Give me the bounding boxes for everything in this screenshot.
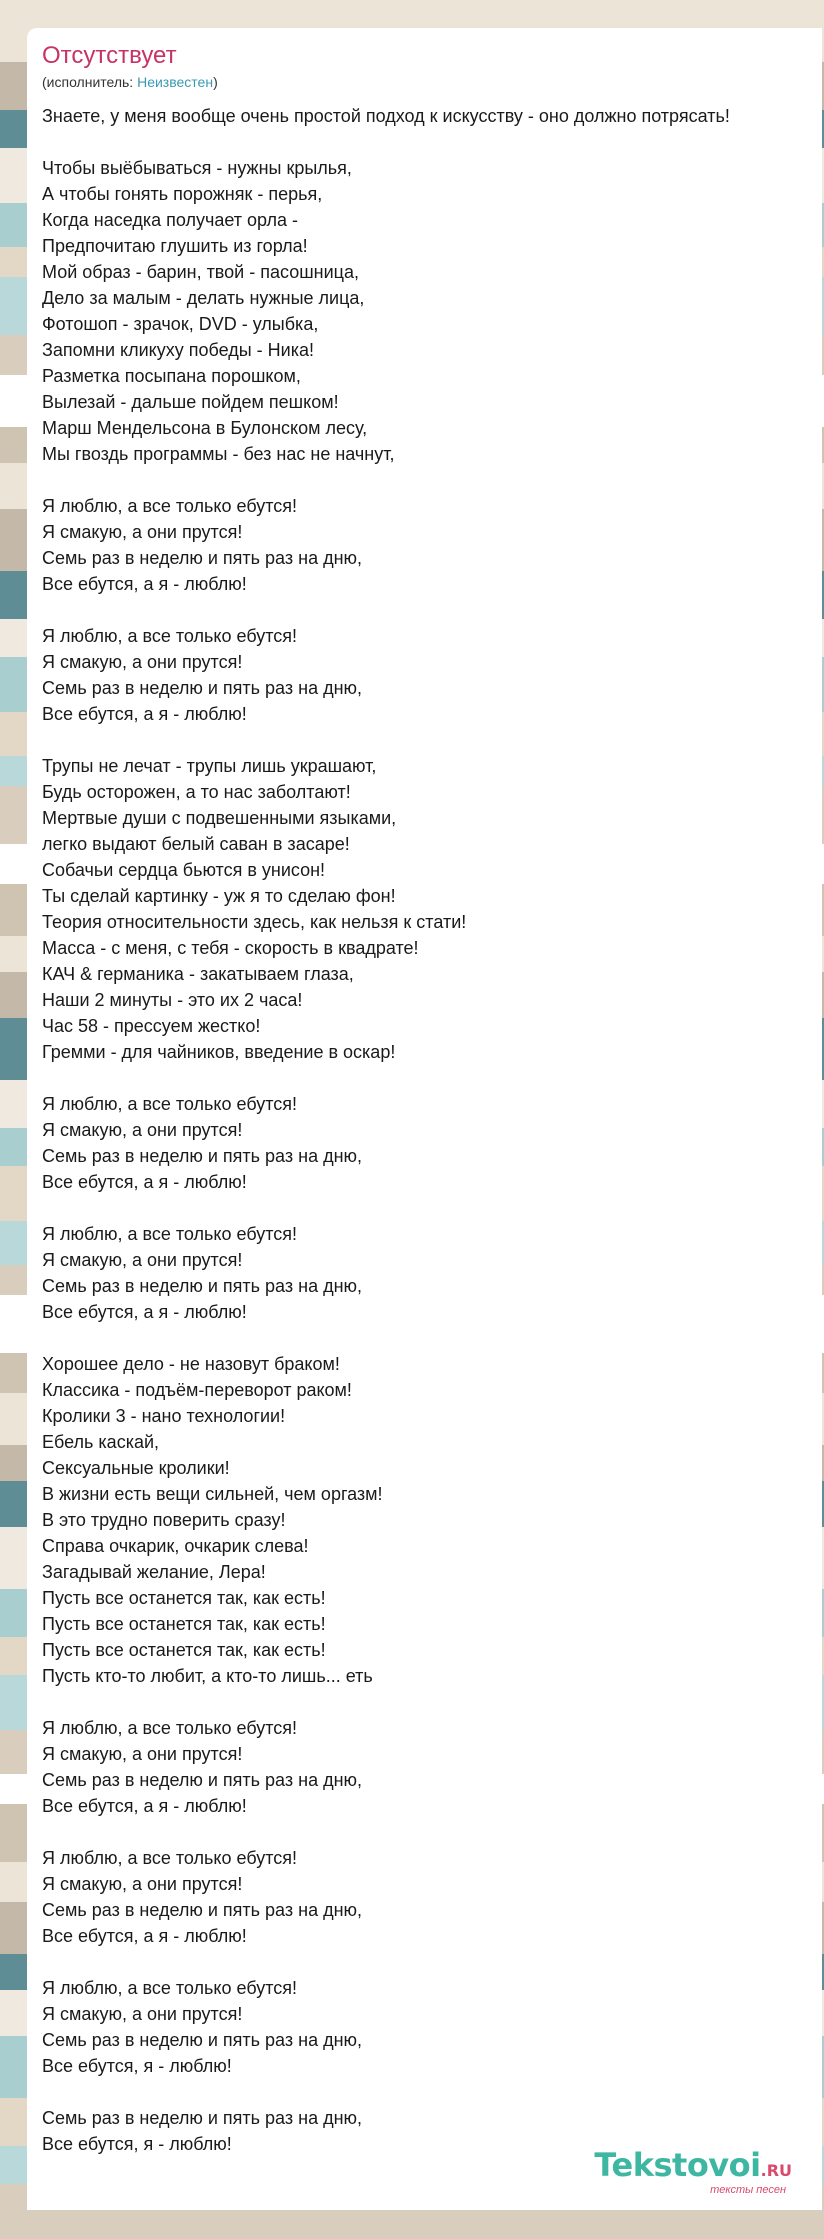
lyrics-body xyxy=(42,103,822,2157)
lyric-line: Все ебутся, я - люблю! xyxy=(42,2056,232,2076)
stanza-break xyxy=(42,1819,822,1845)
stanza-break xyxy=(42,129,822,155)
lyric-line: Знаете, у меня вообще очень простой подход к искусству - оно должно потрясать! xyxy=(42,106,730,126)
lyric-line: Хорошее дело - не назовут браком! xyxy=(42,1354,340,1374)
lyric-line: Я смакую, а они прутся! xyxy=(42,2004,243,2024)
logo-tld: .RU xyxy=(760,2161,792,2180)
lyric-line: Семь раз в неделю и пять раз на дню, xyxy=(42,1146,363,1166)
stanza-break xyxy=(42,2079,822,2105)
stanza-break xyxy=(42,727,822,753)
lyric-line: Сексуальные кролики! xyxy=(42,1458,230,1478)
lyric-line: Мертвые души с подвешенными языками, xyxy=(42,808,397,828)
stanza-break xyxy=(42,597,822,623)
lyric-line: Я люблю, а все только ебутся! xyxy=(42,1848,298,1868)
lyric-line: Все ебутся, а я - люблю! xyxy=(42,704,247,724)
lyric-line: Я смакую, а они прутся! xyxy=(42,1250,243,1270)
artist-prefix: (исполнитель: xyxy=(42,74,138,90)
lyric-line: Пусть все останется так, как есть! xyxy=(42,1588,326,1608)
lyric-line: Справа очкарик, очкарик слева! xyxy=(42,1536,309,1556)
artist-link[interactable]: Неизвестен xyxy=(137,74,214,90)
lyric-line: Я люблю, а все только ебутся! xyxy=(42,1094,298,1114)
lyric-line: Пусть все останется так, как есть! xyxy=(42,1640,326,1660)
lyric-line: Запомни кликуху победы - Ника! xyxy=(42,340,314,360)
lyric-line: Я люблю, а все только ебутся! xyxy=(42,1978,298,1998)
lyric-line: Семь раз в неделю и пять раз на дню, xyxy=(42,1276,363,1296)
lyric-line: легко выдают белый саван в засаре! xyxy=(42,834,350,854)
lyric-line: Пусть все останется так, как есть! xyxy=(42,1614,326,1634)
stanza-break xyxy=(42,1689,822,1715)
artist-suffix: ) xyxy=(213,74,218,90)
lyric-line: Предпочитаю глушить из горла! xyxy=(42,236,308,256)
lyric-line: Мой образ - барин, твой - пасошница, xyxy=(42,262,359,282)
lyric-line: Загадывай желание, Лера! xyxy=(42,1562,266,1582)
lyric-line: Дело за малым - делать нужные лица, xyxy=(42,288,365,308)
lyric-line: В жизни есть вещи сильней, чем оргазм! xyxy=(42,1484,383,1504)
lyric-line: Я люблю, а все только ебутся! xyxy=(42,1224,298,1244)
lyric-line: Ты сделай картинку - уж я то сделаю фон! xyxy=(42,886,396,906)
logo-tagline: тексты песен xyxy=(710,2184,786,2196)
lyric-line: Разметка посыпана порошком, xyxy=(42,366,301,386)
logo-name: Tekstovoi xyxy=(594,2146,761,2184)
lyric-line: Я смакую, а они прутся! xyxy=(42,652,243,672)
lyric-line: Трупы не лечат - трупы лишь украшают, xyxy=(42,756,377,776)
lyric-line: КАЧ & германика - закатываем глаза, xyxy=(42,964,354,984)
lyric-line: Собачьи сердца бьются в унисон! xyxy=(42,860,326,880)
song-title: Отсутствует xyxy=(42,42,177,69)
lyric-line: Все ебутся, а я - люблю! xyxy=(42,1172,247,1192)
lyric-line: Вылезай - дальше пойдем пешком! xyxy=(42,392,339,412)
lyric-line: Я люблю, а все только ебутся! xyxy=(42,626,298,646)
lyric-line: А чтобы гонять порожняк - перья, xyxy=(42,184,323,204)
lyric-line: Все ебутся, а я - люблю! xyxy=(42,1796,247,1816)
lyric-line: Я смакую, а они прутся! xyxy=(42,1744,243,1764)
stanza-break xyxy=(42,467,822,493)
lyric-line: Все ебутся, а я - люблю! xyxy=(42,1302,247,1322)
lyric-line: Семь раз в неделю и пять раз на дню, xyxy=(42,2108,363,2128)
lyrics-card xyxy=(27,28,822,2210)
lyric-line: Фотошоп - зрачок, DVD - улыбка, xyxy=(42,314,319,334)
stanza-break xyxy=(42,1065,822,1091)
lyric-line: Мы гвоздь программы - без нас не начнут, xyxy=(42,444,395,464)
lyric-line: Семь раз в неделю и пять раз на дню, xyxy=(42,678,363,698)
lyric-line: Наши 2 минуты - это их 2 часа! xyxy=(42,990,303,1010)
lyric-line: Все ебутся, я - люблю! xyxy=(42,2134,232,2154)
lyric-line: Ебель каскай, xyxy=(42,1432,160,1452)
lyric-line: Семь раз в неделю и пять раз на дню, xyxy=(42,1770,363,1790)
lyric-line: Все ебутся, а я - люблю! xyxy=(42,574,247,594)
stanza-break xyxy=(42,1195,822,1221)
lyric-line: Семь раз в неделю и пять раз на дню, xyxy=(42,1900,363,1920)
lyric-line: Когда наседка получает орла - xyxy=(42,210,298,230)
lyric-line: Чтобы выёбываться - нужны крылья, xyxy=(42,158,352,178)
lyric-line: Я смакую, а они прутся! xyxy=(42,1874,243,1894)
site-logo[interactable] xyxy=(594,2148,792,2196)
artist-byline xyxy=(42,73,218,91)
logo-wordmark xyxy=(594,2148,792,2188)
lyric-line: Я люблю, а все только ебутся! xyxy=(42,496,298,516)
lyric-line: Я смакую, а они прутся! xyxy=(42,1120,243,1140)
lyric-line: Пусть кто-то любит, а кто-то лишь... еть xyxy=(42,1666,373,1686)
lyric-line: В это трудно поверить сразу! xyxy=(42,1510,286,1530)
lyric-line: Семь раз в неделю и пять раз на дню, xyxy=(42,2030,363,2050)
lyric-line: Кролики 3 - нано технологии! xyxy=(42,1406,286,1426)
lyric-line: Я смакую, а они прутся! xyxy=(42,522,243,542)
stanza-break xyxy=(42,1949,822,1975)
lyric-line: Марш Мендельсона в Булонском лесу, xyxy=(42,418,368,438)
lyric-line: Я люблю, а все только ебутся! xyxy=(42,1718,298,1738)
lyric-line: Классика - подъём-переворот раком! xyxy=(42,1380,352,1400)
lyric-line: Все ебутся, а я - люблю! xyxy=(42,1926,247,1946)
stanza-break xyxy=(42,1325,822,1351)
lyric-line: Масса - с меня, с тебя - скорость в квадрате! xyxy=(42,938,419,958)
lyric-line: Будь осторожен, а то нас заболтают! xyxy=(42,782,351,802)
lyric-line: Семь раз в неделю и пять раз на дню, xyxy=(42,548,363,568)
lyric-line: Теория относительности здесь, как нельзя к стати! xyxy=(42,912,467,932)
lyric-line: Гремми - для чайников, введение в оскар! xyxy=(42,1042,396,1062)
lyric-line: Час 58 - прессуем жестко! xyxy=(42,1016,261,1036)
